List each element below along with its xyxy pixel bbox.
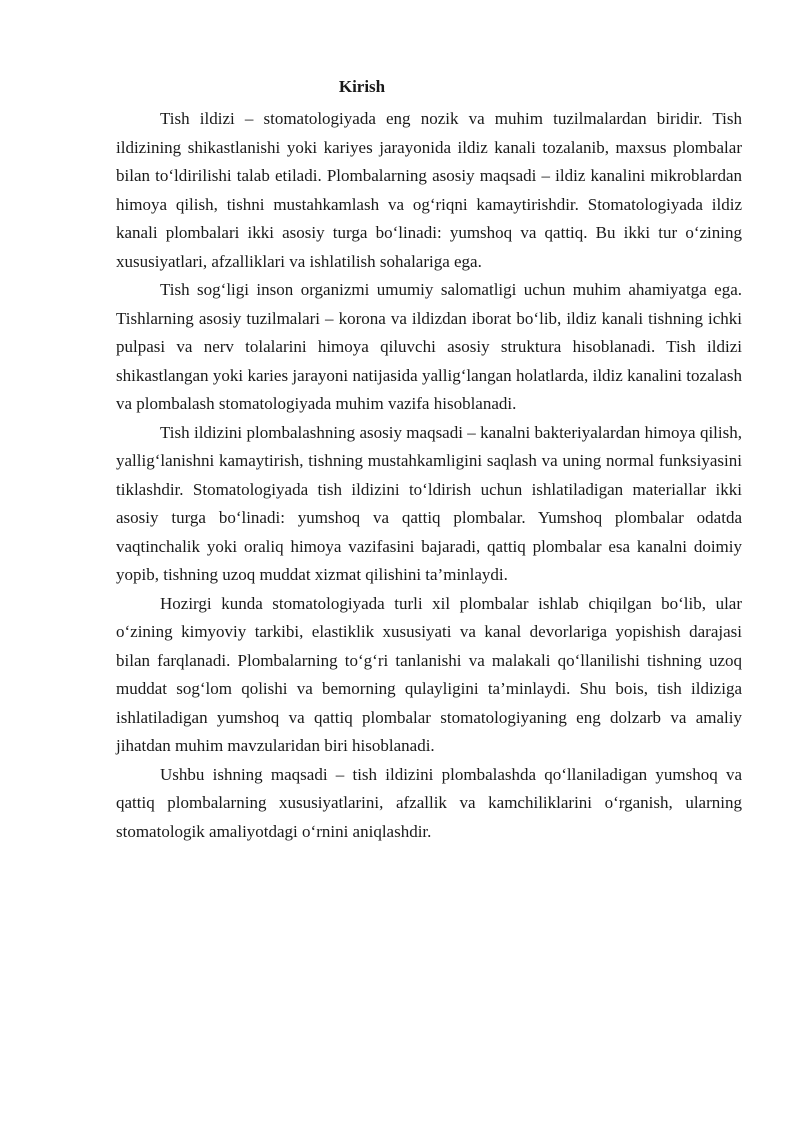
paragraph-2: Tish sog‘ligi inson organizmi umumiy salomatligi uchun muhim ahamiyatga ega. Tishlarning asosiy tuzilmalari – korona va ildizdan iborat bo‘lib, ildiz kanali tishning ichki pulpasi va nerv tolalarini himoya qiluvchi asosiy struktura hisoblanadi. Tish ildizi shikastlangan yoki karies jarayoni natijasida yallig‘langan holatlarda, ildiz kanalini tozalash va plombalash stomatologiyada muhim vazifa hisoblanadi.: [116, 280, 742, 413]
paragraph-3: Tish ildizini plombalashning asosiy maqsadi – kanalni bakteriyalardan himoya qilish, yallig‘lanishni kamaytirish, tishning mustahkamligini saqlash va uning normal funksiyasini tiklashdir. Stomatologiyada tish ildizini to‘ldirish uchun ishlatiladigan materiallar ikki asosiy turga bo‘linadi: yumshoq va qattiq plombalar. Yumshoq plombalar odatda vaqtinchalik yoki oraliq himoya vazifasini bajaradi, qattiq plombalar esa kanalni doimiy yopib, tishning uzoq muddat xizmat qilishini ta’minlaydi.: [116, 422, 742, 584]
paragraph-5: Ushbu ishning maqsadi – tish ildizini plombalashda qo‘llaniladigan yumshoq va qattiq plombalarning xususiyatlarini, afzallik va kamchiliklarini o‘rganish, ularning stomatologik amaliyotdagi o‘rnini aniqlashdir.: [116, 764, 742, 841]
paragraph-4: Hozirgi kunda stomatologiyada turli xil plombalar ishlab chiqilgan bo‘lib, ular o‘zining kimyoviy tarkibi, elastiklik xususiyati va kanal devorlariga yopishish darajasi bilan farqlanadi. Plombalarning to‘g‘ri tanlanishi va malakali qo‘llanilishi tishning uzoq muddat sog‘lom qolishi va bemorning qulayligini ta’minlaydi. Shu bois, tish ildiziga ishlatiladigan yumshoq va qattiq plombalar stomatologiyaning eng dolzarb va amaliy jihatdan muhim mavzularidan biri hisoblanadi.: [116, 593, 742, 755]
body-text: [116, 105, 742, 846]
paragraph-1: Tish ildizi – stomatologiyada eng nozik va muhim tuzilmalardan biridir. Tish ildizining shikastlanishi yoki kariyes jarayonida ildiz kanali tozalanib, maxsus plombalar bilan to‘ldirilishi talab etiladi. Plombalarning asosiy maqsadi – ildiz kanalini mikroblardan himoya qilish, tishni mustahkamlash va og‘riqni kamaytirishdir. Stomatologiyada ildiz kanali plombalari ikki asosiy turga bo‘linadi: yumshoq va qattiq. Bu ikki tur o‘zining xususiyatlari, afzalliklari va ishlatilish sohalariga ega.: [116, 109, 742, 271]
section-heading: Kirish: [338, 77, 386, 96]
